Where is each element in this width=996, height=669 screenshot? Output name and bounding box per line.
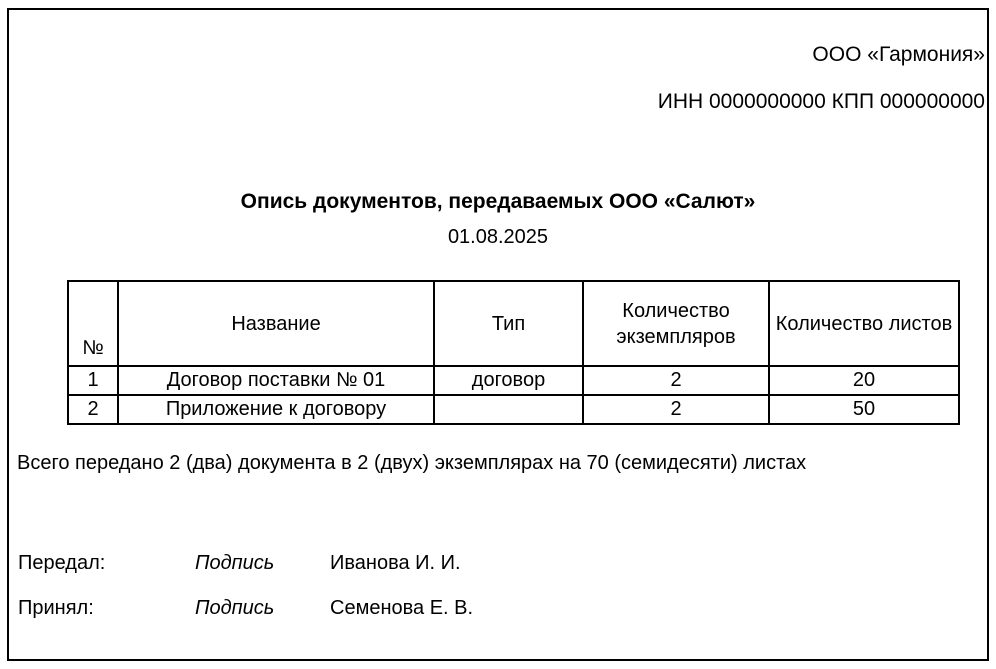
signature-row-transferred xyxy=(18,553,461,573)
column-header-copies: Количество экземпляров xyxy=(583,281,769,366)
table-header-row xyxy=(68,281,959,366)
signature-role-label: Передал: xyxy=(18,552,106,574)
tax-id-line: ИНН 0000000000 КПП 000000000 xyxy=(657,90,985,113)
summary-text: Всего передано 2 (два) документа в 2 (двух) экземплярах на 70 (семидесяти) листах xyxy=(17,452,807,474)
document-page xyxy=(7,8,989,661)
documents-table xyxy=(67,280,960,425)
cell-name: Приложение к договору xyxy=(118,395,434,424)
signer-name: Иванова И. И. xyxy=(330,552,461,574)
company-name: ООО «Гармония» xyxy=(812,43,985,66)
cell-sheets: 20 xyxy=(769,366,959,395)
table-row xyxy=(68,395,959,424)
cell-copies: 2 xyxy=(583,366,769,395)
document-date: 01.08.2025 xyxy=(447,226,549,248)
table-row xyxy=(68,366,959,395)
cell-name: Договор поставки № 01 xyxy=(118,366,434,395)
signer-name: Семенова Е. В. xyxy=(330,597,474,619)
document-title: Опись документов, передаваемых ООО «Салют» xyxy=(240,190,756,213)
column-header-type: Тип xyxy=(434,281,583,366)
signature-row-received xyxy=(18,598,473,618)
signature-placeholder: Подпись xyxy=(195,597,275,619)
cell-type xyxy=(434,395,583,424)
cell-num: 2 xyxy=(68,395,118,424)
signature-placeholder: Подпись xyxy=(195,552,275,574)
cell-copies: 2 xyxy=(583,395,769,424)
cell-sheets: 50 xyxy=(769,395,959,424)
signature-role-label: Принял: xyxy=(18,597,94,619)
column-header-sheets: Количество листов xyxy=(769,281,959,366)
column-header-num: № xyxy=(68,281,118,366)
cell-num: 1 xyxy=(68,366,118,395)
cell-type: договор xyxy=(434,366,583,395)
column-header-name: Название xyxy=(118,281,434,366)
